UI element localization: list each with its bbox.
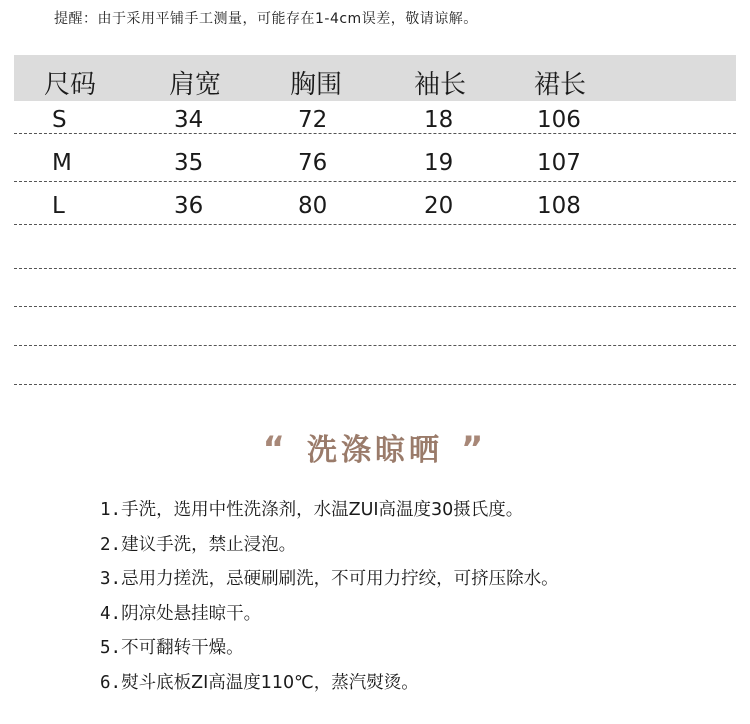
cell-length: 107 — [537, 150, 581, 176]
cell-size: S — [52, 107, 67, 133]
list-item: 3.忌用力搓洗，忌硬刷刷洗，不可用力拧绞，可挤压除水。 — [100, 569, 559, 589]
list-item: 1.手洗，选用中性洗涤剂，水温ZUI高温度30摄氏度。 — [100, 500, 524, 520]
cell-size: L — [52, 193, 65, 219]
list-item: 2.建议手洗，禁止浸泡。 — [100, 534, 297, 555]
header-shoulder: 肩宽 — [169, 70, 222, 100]
table-row — [14, 193, 736, 223]
care-instructions — [100, 496, 559, 703]
care-title-text: 洗涤晾晒 — [307, 433, 443, 468]
header-chest: 胸围 — [290, 70, 343, 100]
list-item: 4.阴凉处悬挂晾干。 — [100, 603, 262, 624]
cell-chest: 76 — [298, 150, 328, 176]
cell-length: 106 — [537, 107, 581, 133]
row-divider — [14, 384, 736, 385]
row-divider — [14, 268, 736, 269]
cell-shoulder: 36 — [174, 193, 204, 219]
header-length: 裙长 — [534, 70, 587, 100]
table-row — [14, 150, 736, 180]
row-divider — [14, 133, 736, 134]
row-divider — [14, 345, 736, 346]
cell-sleeve: 18 — [424, 107, 454, 133]
cell-sleeve: 20 — [424, 193, 454, 219]
list-item: 5.不可翻转干燥。 — [100, 638, 244, 658]
header-size: 尺码 — [44, 70, 97, 100]
cell-chest: 72 — [298, 107, 328, 133]
cell-chest: 80 — [298, 193, 328, 219]
cell-size: M — [52, 150, 72, 176]
cell-sleeve: 19 — [424, 150, 454, 176]
row-divider — [14, 181, 736, 182]
cell-shoulder: 34 — [174, 107, 204, 133]
care-section-title — [0, 425, 750, 469]
row-divider — [14, 306, 736, 307]
quote-close: ” — [461, 429, 488, 469]
quote-open: “ — [262, 429, 289, 469]
size-table-header — [14, 55, 736, 101]
cell-length: 108 — [537, 193, 581, 219]
row-divider — [14, 224, 736, 225]
list-item: 6.熨斗底板ZI高温度110℃，蒸汽熨烫。 — [100, 672, 419, 693]
measurement-notice: 提醒：由于采用平铺手工测量，可能存在1-4cm误差，敬请谅解。 — [54, 11, 478, 27]
header-sleeve: 袖长 — [414, 70, 467, 100]
size-table — [14, 55, 736, 219]
cell-shoulder: 35 — [174, 150, 204, 176]
